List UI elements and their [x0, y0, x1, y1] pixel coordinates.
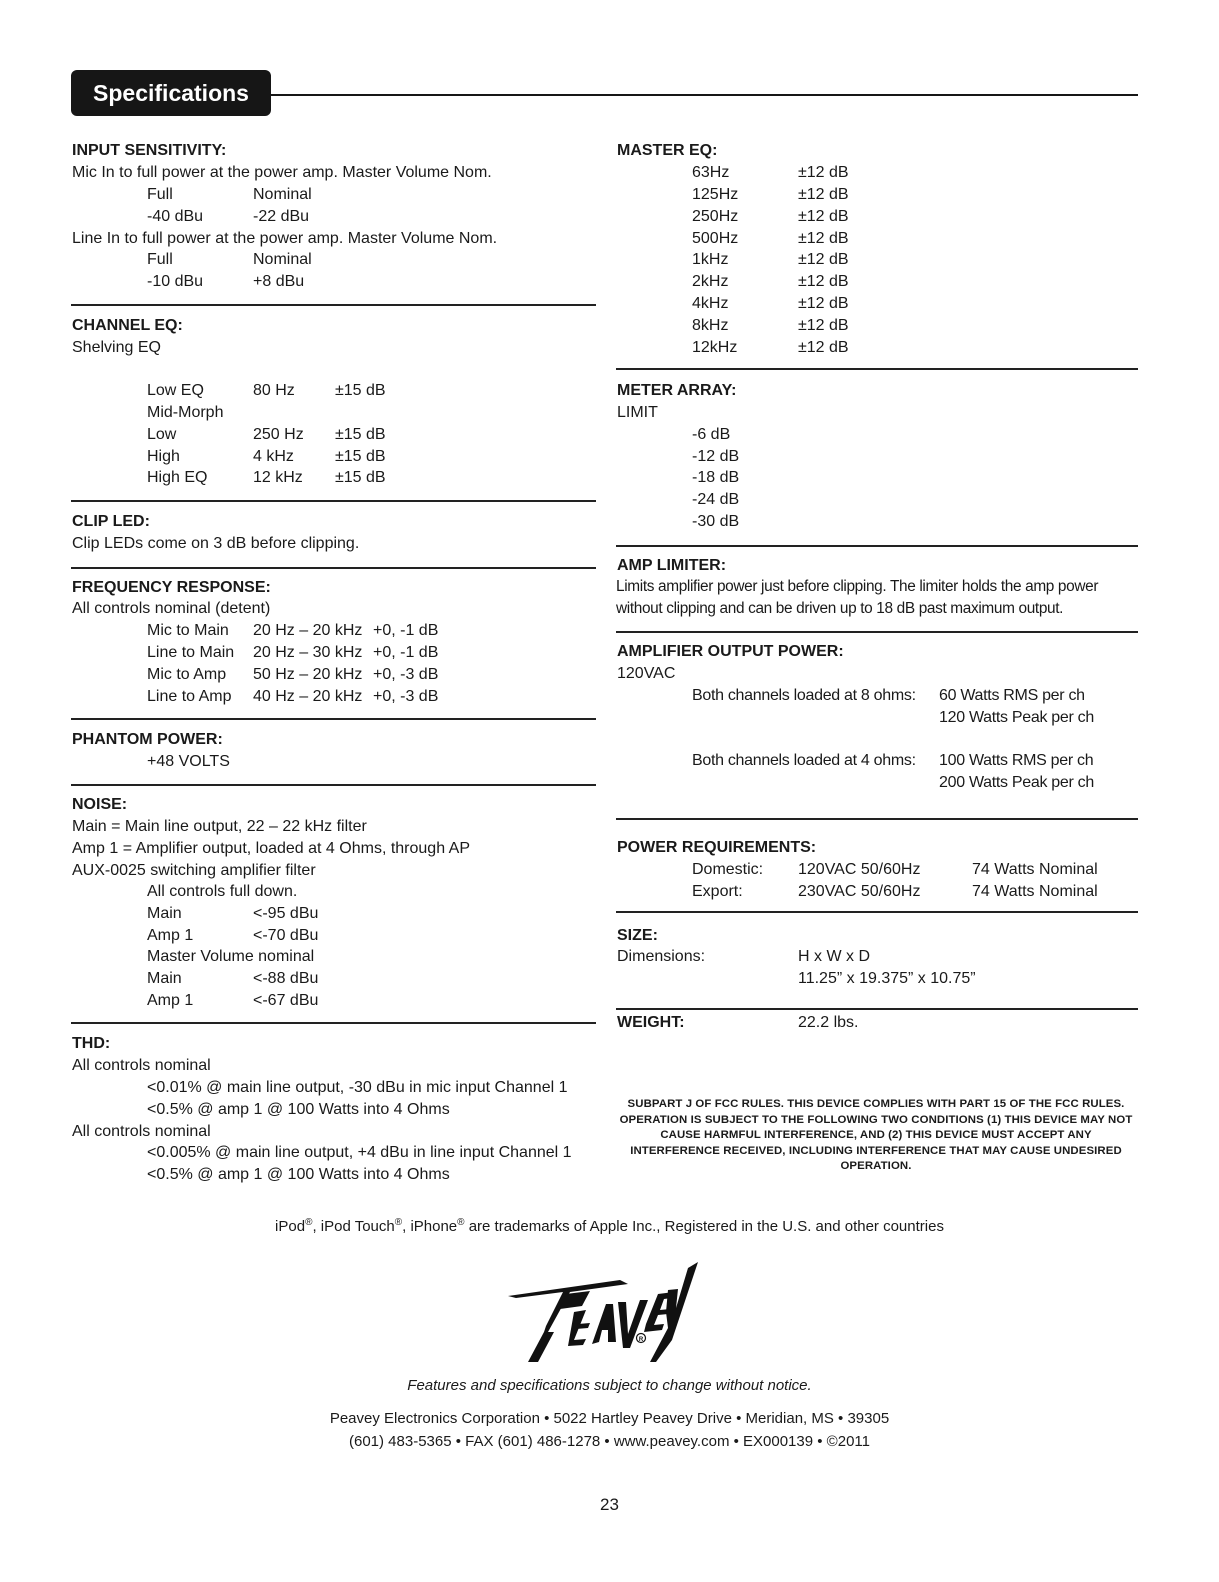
company-address: Peavey Electronics Corporation • 5022 Hartley Peavey Drive • Meridian, MS • 39305	[329, 1410, 890, 1427]
line-full-label: Full	[147, 251, 173, 268]
master-eq-freq: 125Hz	[692, 186, 739, 203]
eq-row-name: High	[147, 448, 180, 465]
noise-label: Amp 1	[147, 927, 194, 944]
trademark-ipod-touch: , iPod Touch	[312, 1218, 395, 1235]
export-label: Export:	[692, 883, 743, 900]
weight-heading: WEIGHT:	[617, 1014, 685, 1031]
thd-line: <0.01% @ main line output, -30 dBu in mic input Channel 1	[147, 1079, 568, 1096]
master-eq-gain: ±12 dB	[798, 273, 849, 290]
meter-level: -18 dB	[692, 469, 740, 486]
divider	[71, 1022, 596, 1024]
master-eq-gain: ±12 dB	[798, 251, 849, 268]
eq-row-name: High EQ	[147, 469, 208, 486]
fr-row-tolerance: +0, -3 dB	[373, 688, 439, 705]
meter-level: -24 dB	[692, 491, 740, 508]
header-rule	[271, 94, 1138, 96]
eq-row-name: Low	[147, 426, 177, 443]
export-watts: 74 Watts Nominal	[972, 883, 1098, 900]
phantom-power-heading: PHANTOM POWER:	[72, 731, 223, 748]
noise-value: <-88 dBu	[253, 970, 319, 987]
load-8ohm-peak: 120 Watts Peak per ch	[939, 709, 1094, 726]
thd-line: <0.5% @ amp 1 @ 100 Watts into 4 Ohms	[147, 1101, 450, 1118]
meter-level: -30 dB	[692, 513, 740, 530]
fr-row-range: 40 Hz – 20 kHz	[253, 688, 363, 705]
thd-heading: THD:	[72, 1035, 111, 1052]
master-eq-freq: 500Hz	[692, 230, 739, 247]
channel-eq-heading: CHANNEL EQ:	[72, 317, 183, 334]
page-number: 23	[600, 1495, 619, 1514]
master-eq-freq: 2kHz	[692, 273, 729, 290]
mic-nominal-value: -22 dBu	[253, 208, 310, 225]
fcc-notice: SUBPART J OF FCC RULES. THIS DEVICE COMPLIES WITH PART 15 OF THE FCC RULES. OPERATION IS SUBJECT TO THE FOLLOWING TWO CONDITIONS (1) THIS DEVICE MAY NOT CAUSE HARMFUL INTERFERENCE, AND (2) THIS DEVICE MUST ACCEPT ANY INTERFERENCE RECEIVED, INCLUDING INTERFERENCE THAT MAY CAUSE UNDESIRED OPERATION.	[619, 1098, 1133, 1172]
master-eq-gain: ±12 dB	[798, 164, 849, 181]
mic-nominal-label: Nominal	[253, 186, 312, 203]
master-eq-freq: 250Hz	[692, 208, 739, 225]
registered-mark: ®	[457, 1217, 465, 1228]
load-4ohm-rms: 100 Watts RMS per ch	[939, 752, 1094, 769]
registered-mark: ®	[394, 1217, 403, 1228]
company-contact: (601) 483-5365 • FAX (601) 486-1278 • www.peavey.com • EX000139 • ©2011	[349, 1433, 870, 1450]
eq-row-freq: 12 kHz	[253, 469, 303, 486]
eq-row-name: Low EQ	[147, 382, 204, 399]
meter-array-heading: METER ARRAY:	[617, 382, 737, 399]
thd-line: <0.5% @ amp 1 @ 100 Watts into 4 Ohms	[147, 1166, 450, 1183]
noise-label: Amp 1	[147, 992, 194, 1009]
master-eq-freq: 4kHz	[692, 295, 729, 312]
eq-row-gain: ±15 dB	[335, 448, 386, 465]
fr-row-tolerance: +0, -1 dB	[373, 622, 439, 639]
registered-mark: ®	[305, 1217, 313, 1228]
fr-row-path: Line to Amp	[147, 688, 232, 705]
divider	[616, 911, 1138, 913]
noise-value: <-95 dBu	[253, 905, 319, 922]
noise-value: <-70 dBu	[253, 927, 319, 944]
dimensions-values: 11.25” x 19.375” x 10.75”	[798, 970, 976, 987]
load-8ohm-label: Both channels loaded at 8 ohms:	[692, 687, 916, 704]
section-title-tab: Specifications	[71, 70, 271, 116]
noise-line: AUX-0025 switching amplifier filter	[72, 862, 316, 879]
load-4ohm-peak: 200 Watts Peak per ch	[939, 774, 1094, 791]
amp-limiter-text: Limits amplifier power just before clipping. The limiter holds the amp power without clipping and can be driven up to 18 dB past maximum output.	[616, 578, 1099, 617]
master-eq-gain: ±12 dB	[798, 295, 849, 312]
frequency-response-heading: FREQUENCY RESPONSE:	[72, 579, 271, 596]
divider	[616, 368, 1138, 370]
noise-value: <-67 dBu	[253, 992, 319, 1009]
divider	[71, 500, 596, 502]
master-eq-heading: MASTER EQ:	[617, 142, 718, 159]
master-eq-gain: ±12 dB	[798, 317, 849, 334]
dimensions-label: Dimensions:	[617, 948, 706, 965]
domestic-label: Domestic:	[692, 861, 764, 878]
eq-row-freq: 250 Hz	[253, 426, 304, 443]
noise-line: Amp 1 = Amplifier output, loaded at 4 Ohms, through AP	[72, 840, 471, 857]
trademark-ipod: iPod	[275, 1218, 306, 1235]
mic-full-label: Full	[147, 186, 173, 203]
noise-label: Main	[147, 970, 182, 987]
thd-subtitle: All controls nominal	[72, 1057, 211, 1074]
master-eq-freq: 12kHz	[692, 339, 738, 356]
load-4ohm-label: Both channels loaded at 4 ohms:	[692, 752, 916, 769]
amp-output-voltage: 120VAC	[617, 665, 676, 682]
meter-level: -12 dB	[692, 448, 740, 465]
divider	[616, 545, 1138, 547]
fr-row-path: Mic to Amp	[147, 666, 227, 683]
svg-text:R: R	[638, 1337, 644, 1343]
input-sensitivity-mic-line: Mic In to full power at the power amp. Master Volume Nom.	[72, 164, 492, 181]
mic-full-value: -40 dBu	[147, 208, 204, 225]
eq-row-name: Mid-Morph	[147, 404, 224, 421]
divider	[71, 567, 596, 569]
trademark-rest: are trademarks of Apple Inc., Registered in the U.S. and other countries	[464, 1218, 944, 1235]
clip-led-heading: CLIP LED:	[72, 513, 150, 530]
master-eq-freq: 63Hz	[692, 164, 730, 181]
divider	[71, 784, 596, 786]
eq-row-gain: ±15 dB	[335, 426, 386, 443]
amp-output-power-heading: AMPLIFIER OUTPUT POWER:	[617, 643, 844, 660]
fr-row-path: Mic to Main	[147, 622, 229, 639]
noise-line: Main = Main line output, 22 – 22 kHz filter	[72, 818, 367, 835]
fr-row-range: 20 Hz – 30 kHz	[253, 644, 363, 661]
clip-led-text: Clip LEDs come on 3 dB before clipping.	[72, 535, 360, 552]
load-8ohm-rms: 60 Watts RMS per ch	[939, 687, 1085, 704]
thd-subtitle: All controls nominal	[72, 1123, 211, 1140]
meter-level: -6 dB	[692, 426, 731, 443]
input-sensitivity-heading: INPUT SENSITIVITY:	[72, 142, 227, 159]
master-eq-gain: ±12 dB	[798, 186, 849, 203]
noise-heading: NOISE:	[72, 796, 128, 813]
eq-row-freq: 4 kHz	[253, 448, 294, 465]
channel-eq-subtitle: Shelving EQ	[72, 339, 161, 356]
dimensions-axes: H x W x D	[798, 948, 870, 965]
divider	[71, 304, 596, 306]
noise-group-title: Master Volume nominal	[147, 948, 315, 965]
fr-row-tolerance: +0, -3 dB	[373, 666, 439, 683]
thd-line: <0.005% @ main line output, +4 dBu in line input Channel 1	[147, 1144, 572, 1161]
eq-row-freq: 80 Hz	[253, 382, 295, 399]
meter-limit-label: LIMIT	[617, 404, 658, 421]
domestic-voltage: 120VAC 50/60Hz	[798, 861, 921, 878]
line-full-value: -10 dBu	[147, 273, 204, 290]
domestic-watts: 74 Watts Nominal	[972, 861, 1098, 878]
weight-value: 22.2 lbs.	[798, 1014, 859, 1031]
eq-row-gain: ±15 dB	[335, 382, 386, 399]
master-eq-gain: ±12 dB	[798, 230, 849, 247]
eq-row-gain: ±15 dB	[335, 469, 386, 486]
peavey-logo	[508, 1262, 698, 1366]
master-eq-gain: ±12 dB	[798, 339, 849, 356]
divider	[616, 1008, 1138, 1010]
trademark-notice	[0, 1216, 1219, 1238]
frequency-response-subtitle: All controls nominal (detent)	[72, 600, 271, 617]
line-nominal-value: +8 dBu	[253, 273, 305, 290]
trademark-iphone: , iPhone	[402, 1218, 458, 1235]
noise-group-title: All controls full down.	[147, 883, 298, 900]
disclaimer-notice: Features and specifications subject to change without notice.	[407, 1377, 812, 1394]
master-eq-freq: 1kHz	[692, 251, 729, 268]
master-eq-freq: 8kHz	[692, 317, 729, 334]
input-sensitivity-line-line: Line In to full power at the power amp. Master Volume Nom.	[72, 230, 498, 247]
master-eq-gain: ±12 dB	[798, 208, 849, 225]
fr-row-range: 50 Hz – 20 kHz	[253, 666, 363, 683]
fr-row-path: Line to Main	[147, 644, 235, 661]
divider	[616, 631, 1138, 633]
power-requirements-heading: POWER REQUIREMENTS:	[617, 839, 817, 856]
line-nominal-label: Nominal	[253, 251, 312, 268]
divider	[616, 818, 1138, 820]
fr-row-range: 20 Hz – 20 kHz	[253, 622, 363, 639]
phantom-power-value: +48 VOLTS	[147, 753, 230, 770]
size-heading: SIZE:	[617, 927, 658, 944]
export-voltage: 230VAC 50/60Hz	[798, 883, 921, 900]
fr-row-tolerance: +0, -1 dB	[373, 644, 439, 661]
divider	[71, 718, 596, 720]
amp-limiter-heading: AMP LIMITER:	[617, 557, 727, 574]
noise-label: Main	[147, 905, 182, 922]
